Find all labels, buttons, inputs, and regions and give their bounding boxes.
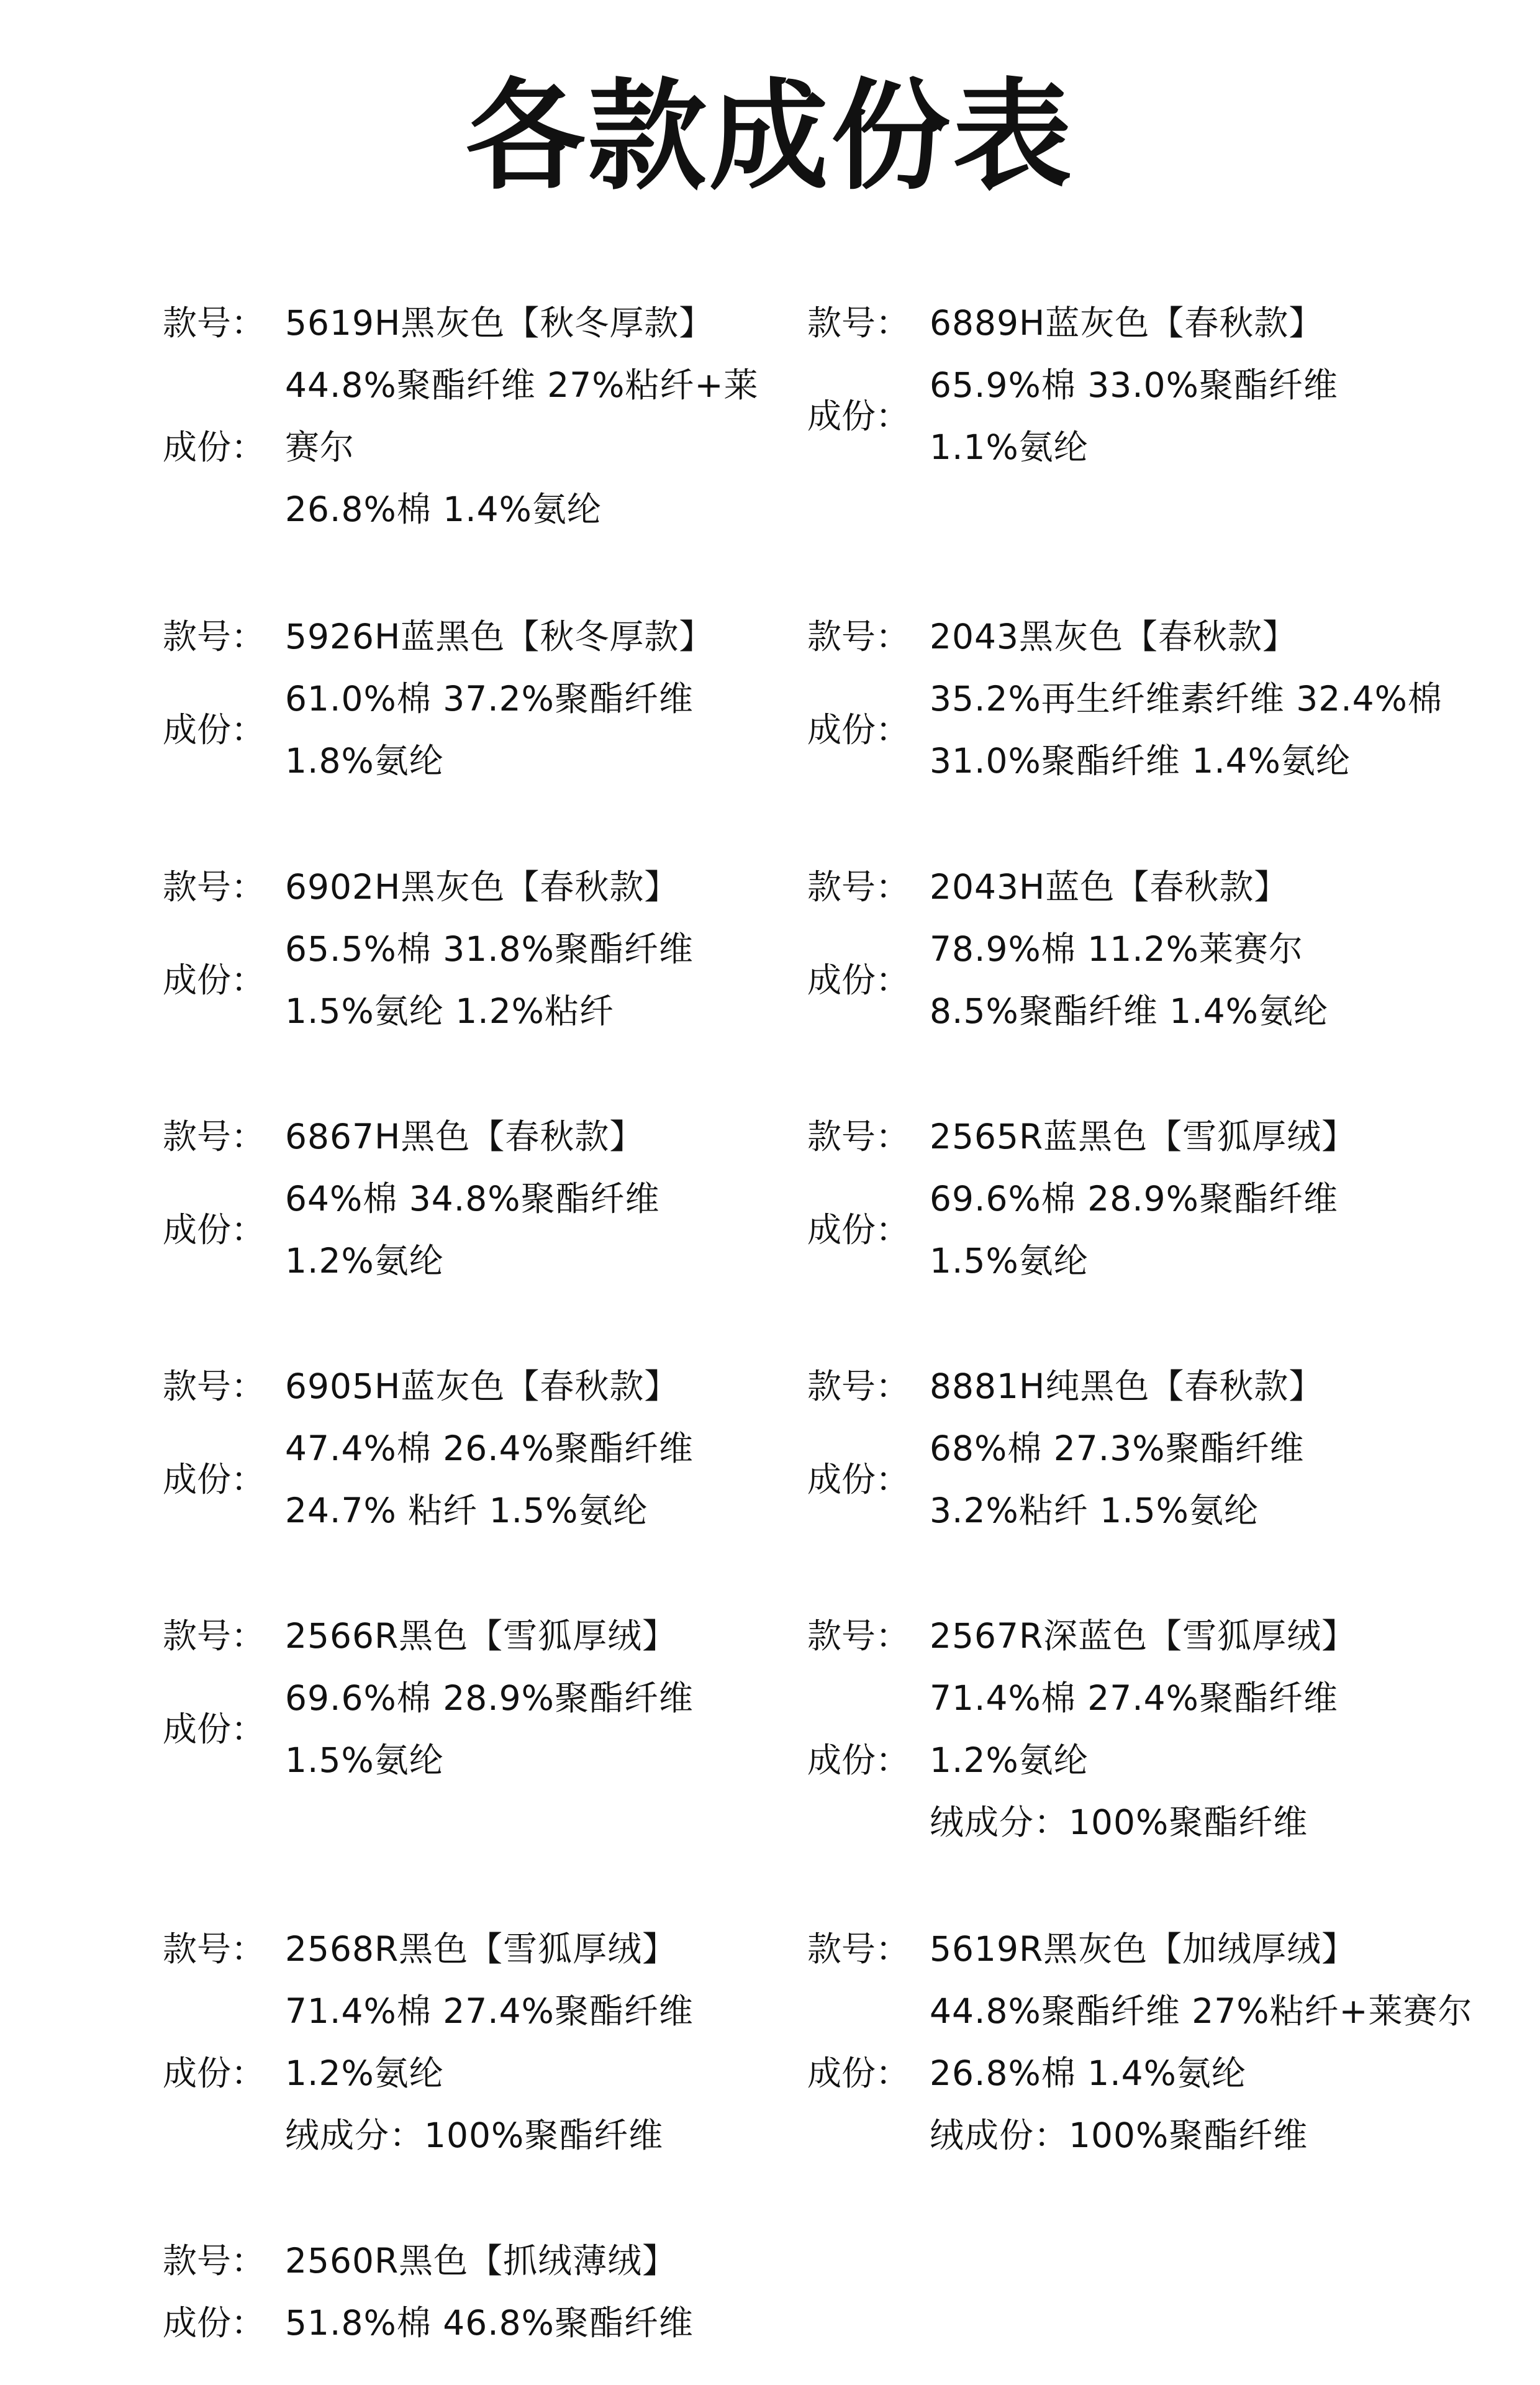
composition-label: 成份：	[163, 2303, 266, 2343]
composition-label: 成份：	[163, 710, 266, 750]
model-row	[807, 606, 1478, 668]
composition-row	[163, 1667, 833, 1791]
model-row	[163, 1605, 833, 1667]
model-label: 款号：	[163, 617, 266, 656]
model-value: 2566R黑色【雪狐厚绒】	[285, 1616, 677, 1656]
composition-row	[807, 1980, 1478, 2166]
composition-line: 26.8%棉 1.4%氨纶	[930, 2053, 1246, 2093]
composition-line: 24.7% 粘纤 1.5%氨纶	[285, 1491, 648, 1530]
model-label: 款号：	[807, 303, 910, 343]
composition-lines	[930, 668, 1478, 792]
model-value: 6889H蓝灰色【春秋款】	[930, 303, 1324, 343]
model-label: 款号：	[163, 303, 266, 343]
composition-label: 成份：	[163, 960, 266, 1000]
composition-line: 47.4%棉 26.4%聚酯纤维	[285, 1429, 694, 1468]
model-row	[807, 1355, 1478, 1417]
product-entry	[807, 1355, 1478, 1542]
composition-label: 成份：	[163, 2053, 266, 2093]
composition-line: 65.9%棉 33.0%聚酯纤维	[930, 365, 1338, 405]
composition-line: 绒成份：100%聚酯纤维	[930, 2115, 1308, 2155]
composition-label: 成份：	[807, 710, 910, 750]
model-label: 款号：	[163, 867, 266, 907]
model-label: 款号：	[163, 1929, 266, 1969]
composition-row	[163, 918, 833, 1042]
model-label: 款号：	[807, 867, 910, 907]
composition-row	[807, 918, 1478, 1042]
model-label: 款号：	[807, 1616, 910, 1656]
product-entry	[163, 1106, 833, 1292]
composition-row	[807, 1168, 1478, 1292]
composition-line: 35.2%再生纤维素纤维 32.4%棉	[930, 679, 1443, 719]
product-entry	[807, 1918, 1478, 2166]
composition-line: 44.8%聚酯纤维 27%粘纤+莱	[285, 365, 759, 405]
model-value: 2043黑灰色【春秋款】	[930, 617, 1297, 656]
composition-line: 64%棉 34.8%聚酯纤维	[285, 1179, 660, 1219]
composition-line: 71.4%棉 27.4%聚酯纤维	[930, 1678, 1338, 1718]
model-value: 2568R黑色【雪狐厚绒】	[285, 1929, 677, 1969]
model-label: 款号：	[163, 2241, 266, 2281]
composition-line: 31.0%聚酯纤维 1.4%氨纶	[930, 741, 1351, 781]
product-entry	[163, 2230, 833, 2354]
model-value: 5926H蓝黑色【秋冬厚款】	[285, 617, 714, 656]
model-row	[163, 1918, 833, 1980]
composition-label: 成份：	[163, 1210, 266, 1250]
composition-label: 成份：	[163, 1709, 266, 1749]
composition-lines	[285, 1168, 833, 1292]
model-row	[807, 1605, 1478, 1667]
composition-label: 成份：	[163, 427, 266, 467]
product-entry	[163, 856, 833, 1042]
product-entry	[163, 1605, 833, 1791]
product-entry	[807, 606, 1478, 792]
model-label: 款号：	[807, 1929, 910, 1969]
model-label: 款号：	[807, 1117, 910, 1156]
composition-row	[807, 668, 1478, 792]
product-entry	[163, 1918, 833, 2166]
model-row	[163, 1355, 833, 1417]
composition-line: 1.2%氨纶	[930, 1740, 1089, 1780]
model-value: 6905H蓝灰色【春秋款】	[285, 1366, 679, 1406]
model-value: 6867H黑色【春秋款】	[285, 1117, 645, 1156]
composition-line: 1.8%氨纶	[285, 741, 444, 781]
model-row	[807, 856, 1478, 918]
model-value: 2560R黑色【抓绒薄绒】	[285, 2241, 677, 2281]
model-value: 2567R深蓝色【雪狐厚绒】	[930, 1616, 1357, 1656]
model-label: 款号：	[163, 1366, 266, 1406]
composition-line: 8.5%聚酯纤维 1.4%氨纶	[930, 991, 1328, 1031]
composition-line: 26.8%棉 1.4%氨纶	[285, 489, 602, 529]
composition-line: 71.4%棉 27.4%聚酯纤维	[285, 1991, 694, 2031]
composition-line: 51.8%棉 46.8%聚酯纤维	[285, 2303, 694, 2343]
product-entry	[807, 292, 1478, 478]
product-entry	[807, 1106, 1478, 1292]
composition-lines	[930, 354, 1478, 478]
composition-lines	[930, 1980, 1478, 2166]
product-entry	[807, 1605, 1478, 1853]
composition-label: 成份：	[807, 396, 910, 436]
model-value: 2565R蓝黑色【雪狐厚绒】	[930, 1117, 1357, 1156]
composition-line: 69.6%棉 28.9%聚酯纤维	[930, 1179, 1338, 1219]
composition-lines	[285, 2292, 833, 2354]
model-row	[163, 292, 833, 354]
composition-row	[163, 354, 833, 540]
composition-lines	[930, 1417, 1478, 1542]
product-entry	[163, 606, 833, 792]
model-value: 2043H蓝色【春秋款】	[930, 867, 1289, 907]
composition-line: 1.5%氨纶	[930, 1241, 1089, 1281]
composition-line: 1.2%氨纶	[285, 2053, 444, 2093]
composition-lines	[285, 1417, 833, 1542]
composition-row	[163, 1168, 833, 1292]
composition-line: 1.5%氨纶 1.2%粘纤	[285, 991, 614, 1031]
composition-label: 成份：	[807, 1460, 910, 1499]
composition-line: 赛尔	[285, 427, 355, 467]
model-row	[163, 1106, 833, 1168]
composition-row	[163, 1417, 833, 1542]
composition-row	[163, 668, 833, 792]
composition-lines	[285, 354, 833, 540]
composition-lines	[285, 918, 833, 1042]
model-row	[807, 1106, 1478, 1168]
composition-label: 成份：	[807, 2053, 910, 2093]
model-row	[163, 2230, 833, 2292]
composition-label: 成份：	[807, 960, 910, 1000]
model-row	[807, 292, 1478, 354]
composition-row	[163, 1980, 833, 2166]
composition-line: 69.6%棉 28.9%聚酯纤维	[285, 1678, 694, 1718]
composition-label: 成份：	[807, 1210, 910, 1250]
model-label: 款号：	[807, 1366, 910, 1406]
composition-line: 1.2%氨纶	[285, 1241, 444, 1281]
composition-lines	[285, 668, 833, 792]
composition-row	[807, 1417, 1478, 1542]
composition-line: 绒成分：100%聚酯纤维	[930, 1802, 1308, 1842]
composition-lines	[930, 918, 1478, 1042]
model-value: 5619R黑灰色【加绒厚绒】	[930, 1929, 1357, 1969]
model-value: 5619H黑灰色【秋冬厚款】	[285, 303, 714, 343]
composition-line: 3.2%粘纤 1.5%氨纶	[930, 1491, 1259, 1530]
composition-line: 绒成分：100%聚酯纤维	[285, 2115, 664, 2155]
model-row	[807, 1918, 1478, 1980]
model-value: 6902H黑灰色【春秋款】	[285, 867, 679, 907]
composition-lines	[285, 1667, 833, 1791]
product-entry	[163, 292, 833, 540]
model-row	[163, 606, 833, 668]
composition-line: 78.9%棉 11.2%莱赛尔	[930, 929, 1303, 969]
composition-row	[807, 1667, 1478, 1853]
composition-label: 成份：	[807, 1740, 910, 1780]
model-row	[163, 856, 833, 918]
product-entry	[807, 856, 1478, 1042]
composition-lines	[930, 1168, 1478, 1292]
composition-line: 65.5%棉 31.8%聚酯纤维	[285, 929, 694, 969]
composition-line: 68%棉 27.3%聚酯纤维	[930, 1429, 1305, 1468]
composition-label: 成份：	[163, 1460, 266, 1499]
composition-lines	[930, 1667, 1478, 1853]
product-entry	[163, 1355, 833, 1542]
model-label: 款号：	[807, 617, 910, 656]
composition-row	[163, 2292, 833, 2354]
model-label: 款号：	[163, 1117, 266, 1156]
composition-row	[807, 354, 1478, 478]
composition-line: 1.5%氨纶	[285, 1740, 444, 1780]
model-value: 8881H纯黑色【春秋款】	[930, 1366, 1324, 1406]
composition-line: 44.8%聚酯纤维 27%粘纤+莱赛尔	[930, 1991, 1473, 2031]
composition-line: 1.1%氨纶	[930, 427, 1089, 467]
composition-lines	[285, 1980, 833, 2166]
model-label: 款号：	[163, 1616, 266, 1656]
composition-line: 61.0%棉 37.2%聚酯纤维	[285, 679, 694, 719]
page-title: 各款成份表	[466, 68, 1074, 206]
